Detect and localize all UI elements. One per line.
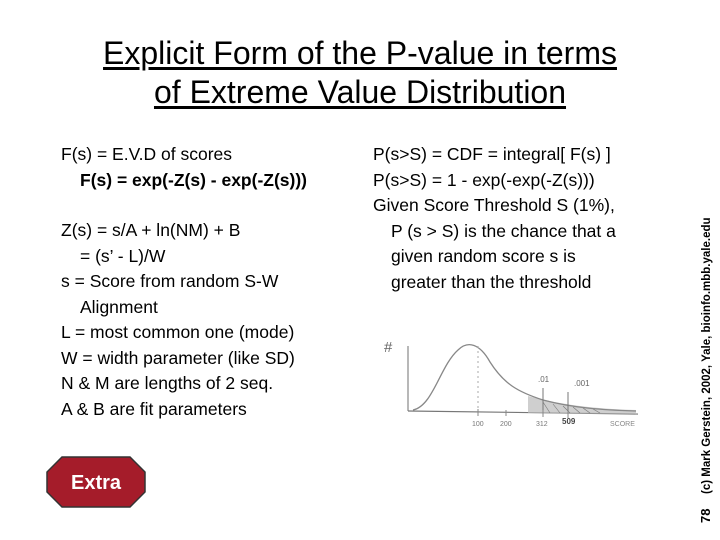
annotation-01: .01 [538,375,550,384]
threshold-explain-2: given random score s is [391,246,576,266]
evd-formula: F(s) = exp(-Z(s) - exp(-Z(s))) [80,169,308,190]
tick-label: 200 [500,421,512,428]
side-credits [694,160,716,528]
l-definition: L = most common one (mode) [61,322,295,342]
title-line-2: of Extreme Value Distribution [153,74,567,110]
s-definition: s = Score from random S-W [61,271,279,291]
tick-label: 312 [536,421,548,428]
w-definition: W = width parameter (like SD) [61,347,295,368]
evd-definition: F(s) = E.V.D of scores [61,144,233,164]
copyright-text: (c) Mark Gerstein, 2002, Yale, bioinfo.mbb.yale.edu [701,217,713,494]
tick-label: 509 [562,417,576,426]
ab-definition: A & B are fit parameters [61,398,247,419]
right-column [373,142,616,295]
extra-button[interactable] [46,456,146,508]
title-line-1: Explicit Form of the P-value in terms [103,35,617,71]
annotation-001: .001 [574,379,590,388]
threshold-explain-1: P (s > S) is the chance that a [391,220,616,241]
nm-definition: N & M are lengths of 2 seq. [61,373,274,393]
left-column [61,142,307,422]
z-alt-form: = (s’ - L)/W [80,245,166,266]
evd-curve [413,345,636,411]
y-axis-hash-icon: # [384,339,393,356]
z-definition: Z(s) = s/A + ln(NM) + B [61,220,241,240]
tail-shading [528,396,636,414]
cdf-formula: P(s>S) = CDF = integral[ F(s) ] [373,144,611,164]
spacer [61,193,307,218]
pvalue-formula: P(s>S) = 1 - exp(-exp(-Z(s))) [373,169,595,190]
evd-sketch [378,326,660,438]
s-definition-cont: Alignment [80,296,158,317]
x-axis-label: SCORE [610,421,635,428]
extra-button-label: Extra [70,472,122,494]
tick-label: 100 [472,421,484,428]
page-number: 78 [698,508,713,523]
threshold-line: Given Score Threshold S (1%), [373,195,615,215]
threshold-explain-3: greater than the threshold [391,271,592,292]
slide-title [40,34,680,112]
